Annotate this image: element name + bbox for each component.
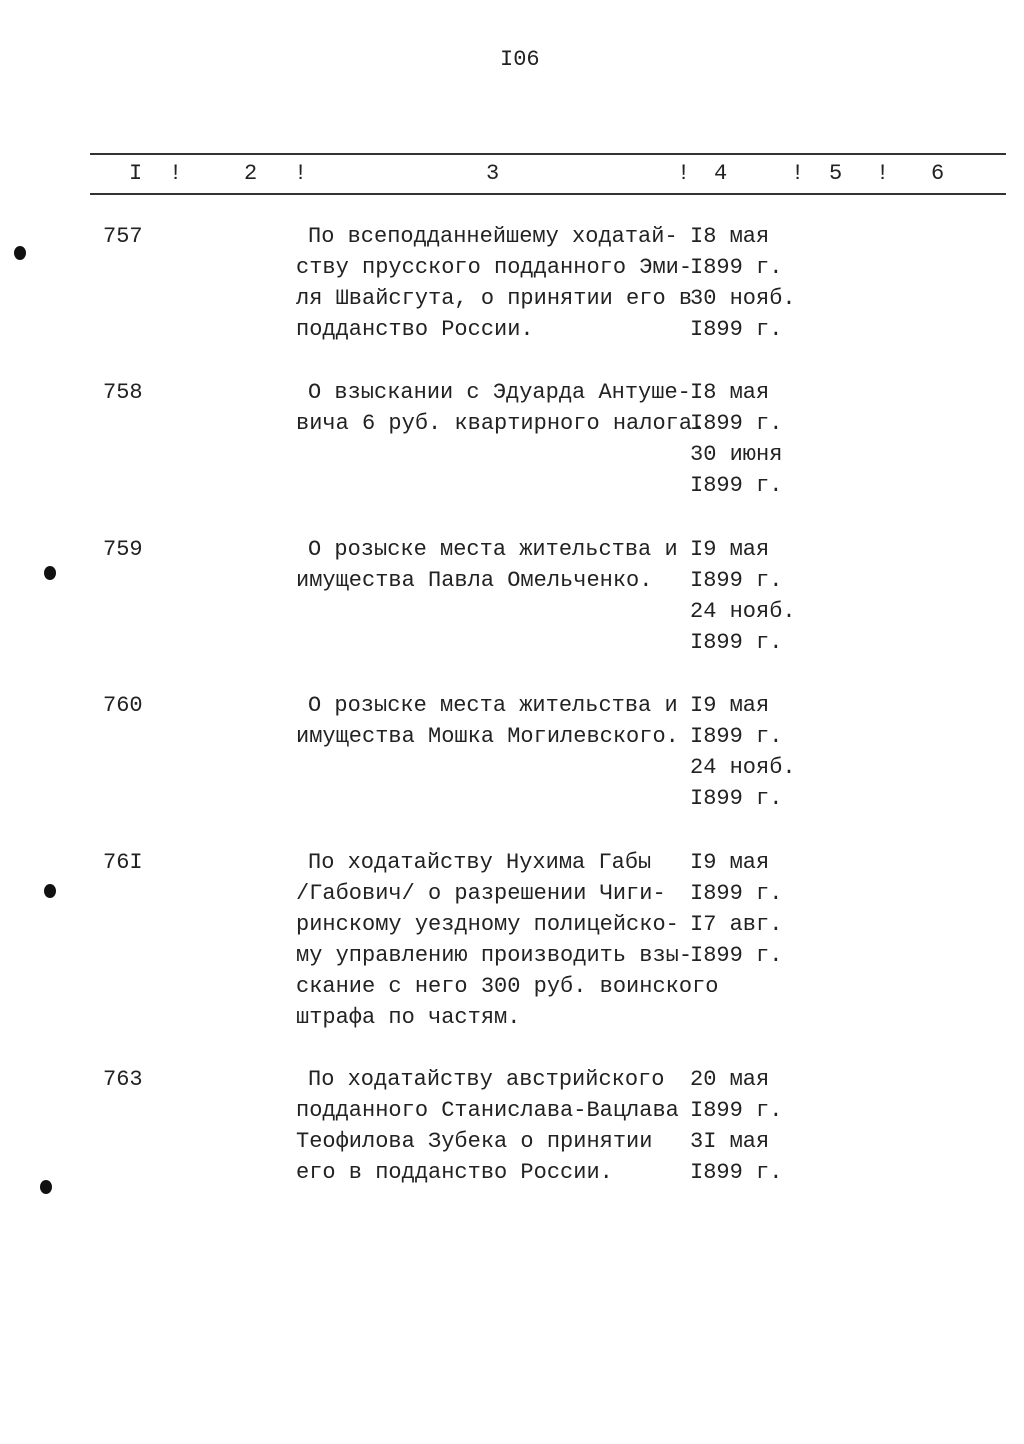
date-line: I7 авг. [690, 912, 783, 937]
entry-dates [690, 377, 782, 501]
entry-dates [690, 847, 782, 971]
date-line: 3I мая [690, 1129, 770, 1154]
entry-number: 760 [103, 693, 143, 718]
entry-description [296, 847, 718, 1033]
entry-description [296, 377, 705, 439]
column-separator: ! [791, 161, 805, 186]
date-line: I899 г. [690, 255, 783, 280]
binding-hole-mark [44, 566, 56, 580]
description-line: му управлению производить взы- [296, 943, 693, 968]
column-separator: ! [876, 161, 890, 186]
description-line: его в подданство России. [296, 1160, 613, 1185]
date-line: I9 мая [690, 537, 770, 562]
date-line: I899 г. [690, 317, 783, 342]
date-line: I899 г. [690, 1098, 783, 1123]
description-line: По ходатайству Нухима Габы [308, 850, 652, 875]
entry-number: 759 [103, 537, 143, 562]
entry-number: 758 [103, 380, 143, 405]
description-line: скание с него 300 руб. воинского [296, 974, 719, 999]
description-line: вича 6 руб. квартирного налога. [296, 411, 706, 436]
description-line: подданного Станислава-Вацлава [296, 1098, 679, 1123]
date-line: I8 мая [690, 380, 770, 405]
date-line: 24 нояб. [690, 755, 796, 780]
binding-hole-mark [14, 246, 26, 260]
description-line: ля Швайсгута, о принятии его в [296, 286, 693, 311]
date-line: I899 г. [690, 786, 783, 811]
header-bottom-rule [90, 193, 1006, 195]
description-line: штрафа по частям. [296, 1005, 521, 1030]
column-header-3: 3 [486, 161, 500, 186]
description-line: По всеподданнейшему ходатай- [308, 224, 678, 249]
date-line: I8 мая [690, 224, 770, 249]
description-line: /Габович/ о разрешении Чиги- [296, 881, 666, 906]
date-line: 24 нояб. [690, 599, 796, 624]
column-separator: ! [169, 161, 183, 186]
entry-description [296, 690, 679, 752]
entry-number: 757 [103, 224, 143, 249]
date-line: 20 мая [690, 1067, 770, 1092]
column-separator: ! [677, 161, 691, 186]
description-line: ству прусского подданного Эми- [296, 255, 693, 280]
date-line: I899 г. [690, 568, 783, 593]
entry-description [296, 1064, 679, 1188]
entry-dates [690, 1064, 782, 1188]
description-line: По ходатайству австрийского [308, 1067, 665, 1092]
date-line: 30 июня [690, 442, 783, 467]
binding-hole-mark [44, 884, 56, 898]
date-line: I899 г. [690, 943, 783, 968]
column-header-5: 5 [829, 161, 843, 186]
column-header-6: 6 [931, 161, 945, 186]
entry-dates [690, 221, 796, 345]
date-line: I899 г. [690, 1160, 783, 1185]
page-number: I06 [500, 47, 540, 72]
description-line: имущества Павла Омельченко. [296, 568, 653, 593]
description-line: ринскому уездному полицейско- [296, 912, 679, 937]
entry-description [296, 221, 692, 345]
binding-hole-mark [40, 1180, 52, 1194]
header-top-rule [90, 153, 1006, 155]
date-line: I899 г. [690, 411, 783, 436]
date-line: I899 г. [690, 630, 783, 655]
entry-description [296, 534, 678, 596]
entry-dates [690, 690, 796, 814]
date-line: I899 г. [690, 473, 783, 498]
description-line: О взыскании с Эдуарда Антуше- [308, 380, 691, 405]
column-header-4: 4 [714, 161, 728, 186]
entry-number: 763 [103, 1067, 143, 1092]
date-line: I899 г. [690, 881, 783, 906]
description-line: О розыске места жительства и [308, 537, 678, 562]
description-line: Теофилова Зубека о принятии [296, 1129, 653, 1154]
description-line: имущества Мошка Могилевского. [296, 724, 679, 749]
date-line: I899 г. [690, 724, 783, 749]
entry-dates [690, 534, 796, 658]
description-line: подданство России. [296, 317, 534, 342]
column-separator: ! [294, 161, 308, 186]
entry-number: 76I [103, 850, 143, 875]
date-line: I9 мая [690, 693, 770, 718]
column-header-1: I [129, 161, 143, 186]
date-line: I9 мая [690, 850, 770, 875]
date-line: 30 нояб. [690, 286, 796, 311]
column-header-2: 2 [244, 161, 258, 186]
description-line: О розыске места жительства и [308, 693, 678, 718]
